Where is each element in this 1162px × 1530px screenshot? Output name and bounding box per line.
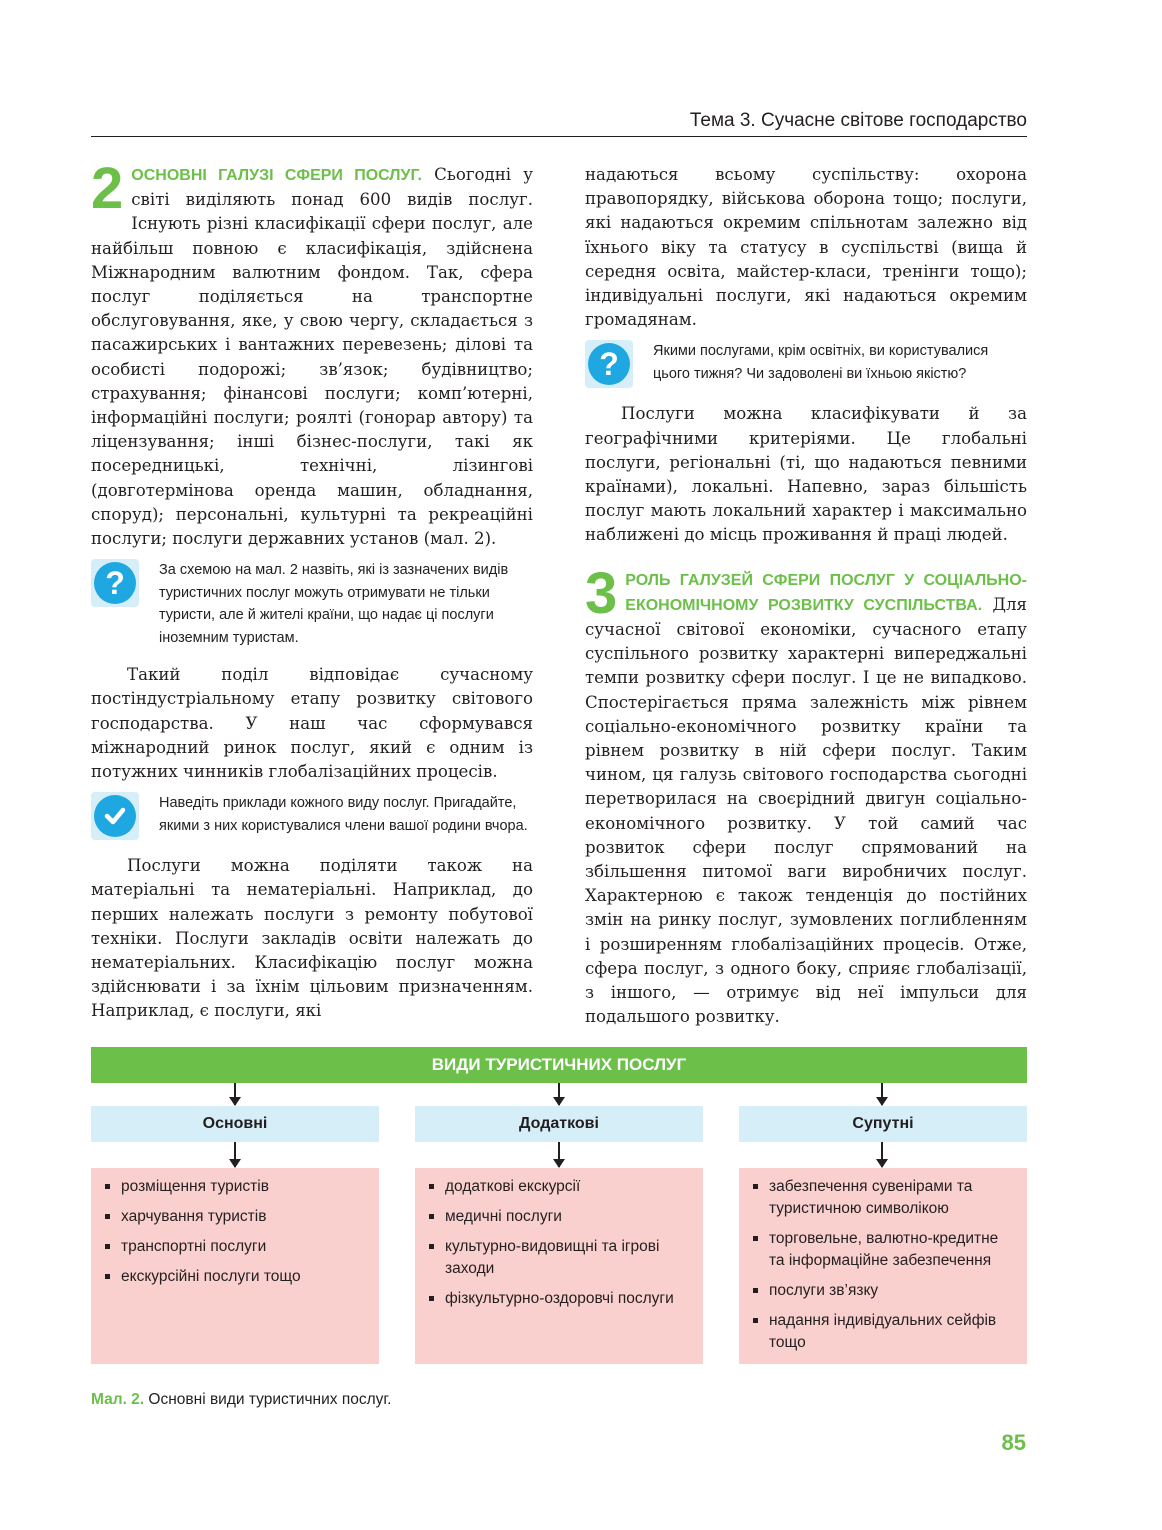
list-additional (415, 1168, 703, 1364)
paragraph-material-cont: надаються всьому суспільству: охорона правопорядку, військова оборона тощо; послуги, які надаються окремим спільнотам залежно від їхнього віку та статусу в суспільстві (вища й середня освіта, майстер-класи, тренінги тощо); індивідуальні послуги, які надаються окремим громадянам. (585, 165, 1027, 330)
arrow-to-main (234, 1083, 236, 1105)
list-item: послуги зв’язку (751, 1280, 1017, 1302)
list-accompanying (739, 1168, 1027, 1364)
list-item: культурно-видовищні та ігрові заходи (427, 1236, 693, 1280)
figure-caption (91, 1391, 391, 1409)
diagram-title: ВИДИ ТУРИСТИЧНИХ ПОСЛУГ (91, 1047, 1027, 1083)
page-number: 85 (1001, 1430, 1026, 1455)
section2-heading: ОСНОВНІ ГАЛУЗІ СФЕРИ ПОСЛУГ. (131, 167, 422, 184)
figure-label: Мал. 2. (91, 1391, 145, 1408)
paragraph-material: Послуги можна поділяти також на матеріальні та нематеріальні. Наприклад, до перших належать послуги з ремонту побутової техніки. Послуги закладів освіти належать до нематеріальних. Класифікацію послуг можна здійснювати і за їхнім цільовим призначенням. Наприклад, є послуги, які (91, 856, 533, 1021)
figure-caption-text: Основні види туристичних послуг. (144, 1391, 392, 1408)
page-header (91, 108, 1027, 137)
question-text-1: За схемою на мал. 2 назвіть, які із зазначених видів туристичних послуг можуть отримувати не тільки туристи, але й жителі країни, що надає ці послуги іноземним туристам. (159, 562, 509, 646)
section2-number: 2 (91, 156, 124, 221)
section3-lead: Для сучасної світової економіки, сучасного етапу суспільного розвитку характерні випереджальні темпи розвитку сфери послуг. І це не випадково. Спостерігається пряма залежність між рівнем соціально-економічного розвитку країни та рівнем розвитку в ній сфери послуг. Таким чином, ця галузь світового господарства сьогодні перетворилася на своєрідний двигун соціально-економічного розвитку. У той самий час розвиток сфери послуг спрямований на збільшення питомої ваги виробничих послуг. Характерною є також тенденція до постійних змін на ринку послуг, зумовлених поглибленням і розширенням глобалізаційних процесів. Отже, сфера послуг, з одного боку, сприяє глобалізації, з іншого, — отримує від неї імпульси для подальшого розвитку. (585, 594, 1027, 1027)
question-block-1 (91, 559, 533, 649)
question-text-2: Якими послугами, крім освітніх, ви користувалися цього тижня? Чи задоволені ви їхньою якістю? (653, 343, 989, 382)
paragraph-geographic: Послуги можна класифікувати й за географічними критеріями. Це глобальні послуги, регіональні (ті, що надаються певними країнами), локальні. Напевно, зараз більшість послуг мають локальний характер і максимально наближені до місць проживання й праці людей. (585, 404, 1027, 545)
section2-lead: Сьогодні у світі виділяють понад 600 видів послуг. Існують різні класифікації сфери послуг, але найбільш повною є класифікація, здійснена Міжнародним валютним фондом. Так, сфера послуг поділяється на транспортне обслуговування, яке, у свою чергу, складається з пасажирських і вантажних перевезень; ділові та особисті подорожі; зв’язок; будівництво; страхування; фінансові послуги; комп’ютерні, інформаційні послуги; роялті (гонорар автору) та ліцензування; інші бізнес-послуги, такі як посередницькі, технічні, лізингові (довготермінова оренда машин, обладнання, споруд); персональні, культурні та рекреаційні послуги; послуги державних установ (мал. 2). (91, 165, 533, 549)
list-item: харчування туристів (103, 1206, 369, 1228)
section2-intro (91, 156, 533, 551)
left-column (91, 156, 533, 1032)
task-text: Наведіть приклади кожного виду послуг. Пригадайте, якими з них користувалися члени вашої родини вчора. (159, 795, 528, 834)
list-item: розміщення туристів (103, 1176, 369, 1198)
task-block (91, 792, 533, 840)
list-item: транспортні послуги (103, 1236, 369, 1258)
arrow-additional-list (558, 1142, 560, 1167)
list-item: торговельне, валютно-кредитне та інформаційне забезпечення (751, 1228, 1017, 1272)
question-block-2 (585, 340, 1027, 388)
category-accompanying: Супутні (739, 1106, 1027, 1142)
section3-heading: РОЛЬ ГАЛУЗЕЙ СФЕРИ ПОСЛУГ У СОЦІАЛЬНО-ЕКОНОМІЧНОМУ РОЗВИТКУ СУСПІЛЬСТВА. (625, 571, 1027, 614)
section3-intro (585, 560, 1027, 1030)
check-icon (91, 792, 139, 840)
chapter-title: Тема 3. Сучасне світове господарство (689, 110, 1027, 131)
arrow-to-additional (558, 1083, 560, 1105)
paragraph-postindustrial: Такий поділ відповідає сучасному постіндустріальному етапу розвитку світового господарства. У наш час сформувався міжнародний ринок послуг, який є одним із потужних чинників глобалізаційних процесів. (91, 665, 533, 782)
arrow-main-list (234, 1142, 236, 1167)
category-additional: Додаткові (415, 1106, 703, 1142)
list-item: медичні послуги (427, 1206, 693, 1228)
question-icon: ? (91, 559, 139, 607)
right-column (585, 163, 1027, 1038)
question-icon: ? (585, 340, 633, 388)
list-item: екскурсійні послуги тощо (103, 1266, 369, 1288)
section3-number: 3 (585, 560, 618, 626)
category-main: Основні (91, 1106, 379, 1142)
arrow-accompanying-list (881, 1142, 883, 1167)
arrow-to-accompanying (881, 1083, 883, 1105)
list-main (91, 1168, 379, 1364)
list-item: додаткові екскурсії (427, 1176, 693, 1198)
list-item: фізкультурно-оздоровчі послуги (427, 1288, 693, 1310)
list-item: забезпечення сувенірами та туристичною символікою (751, 1176, 1017, 1220)
list-item: надання індивідуальних сейфів тощо (751, 1310, 1017, 1354)
